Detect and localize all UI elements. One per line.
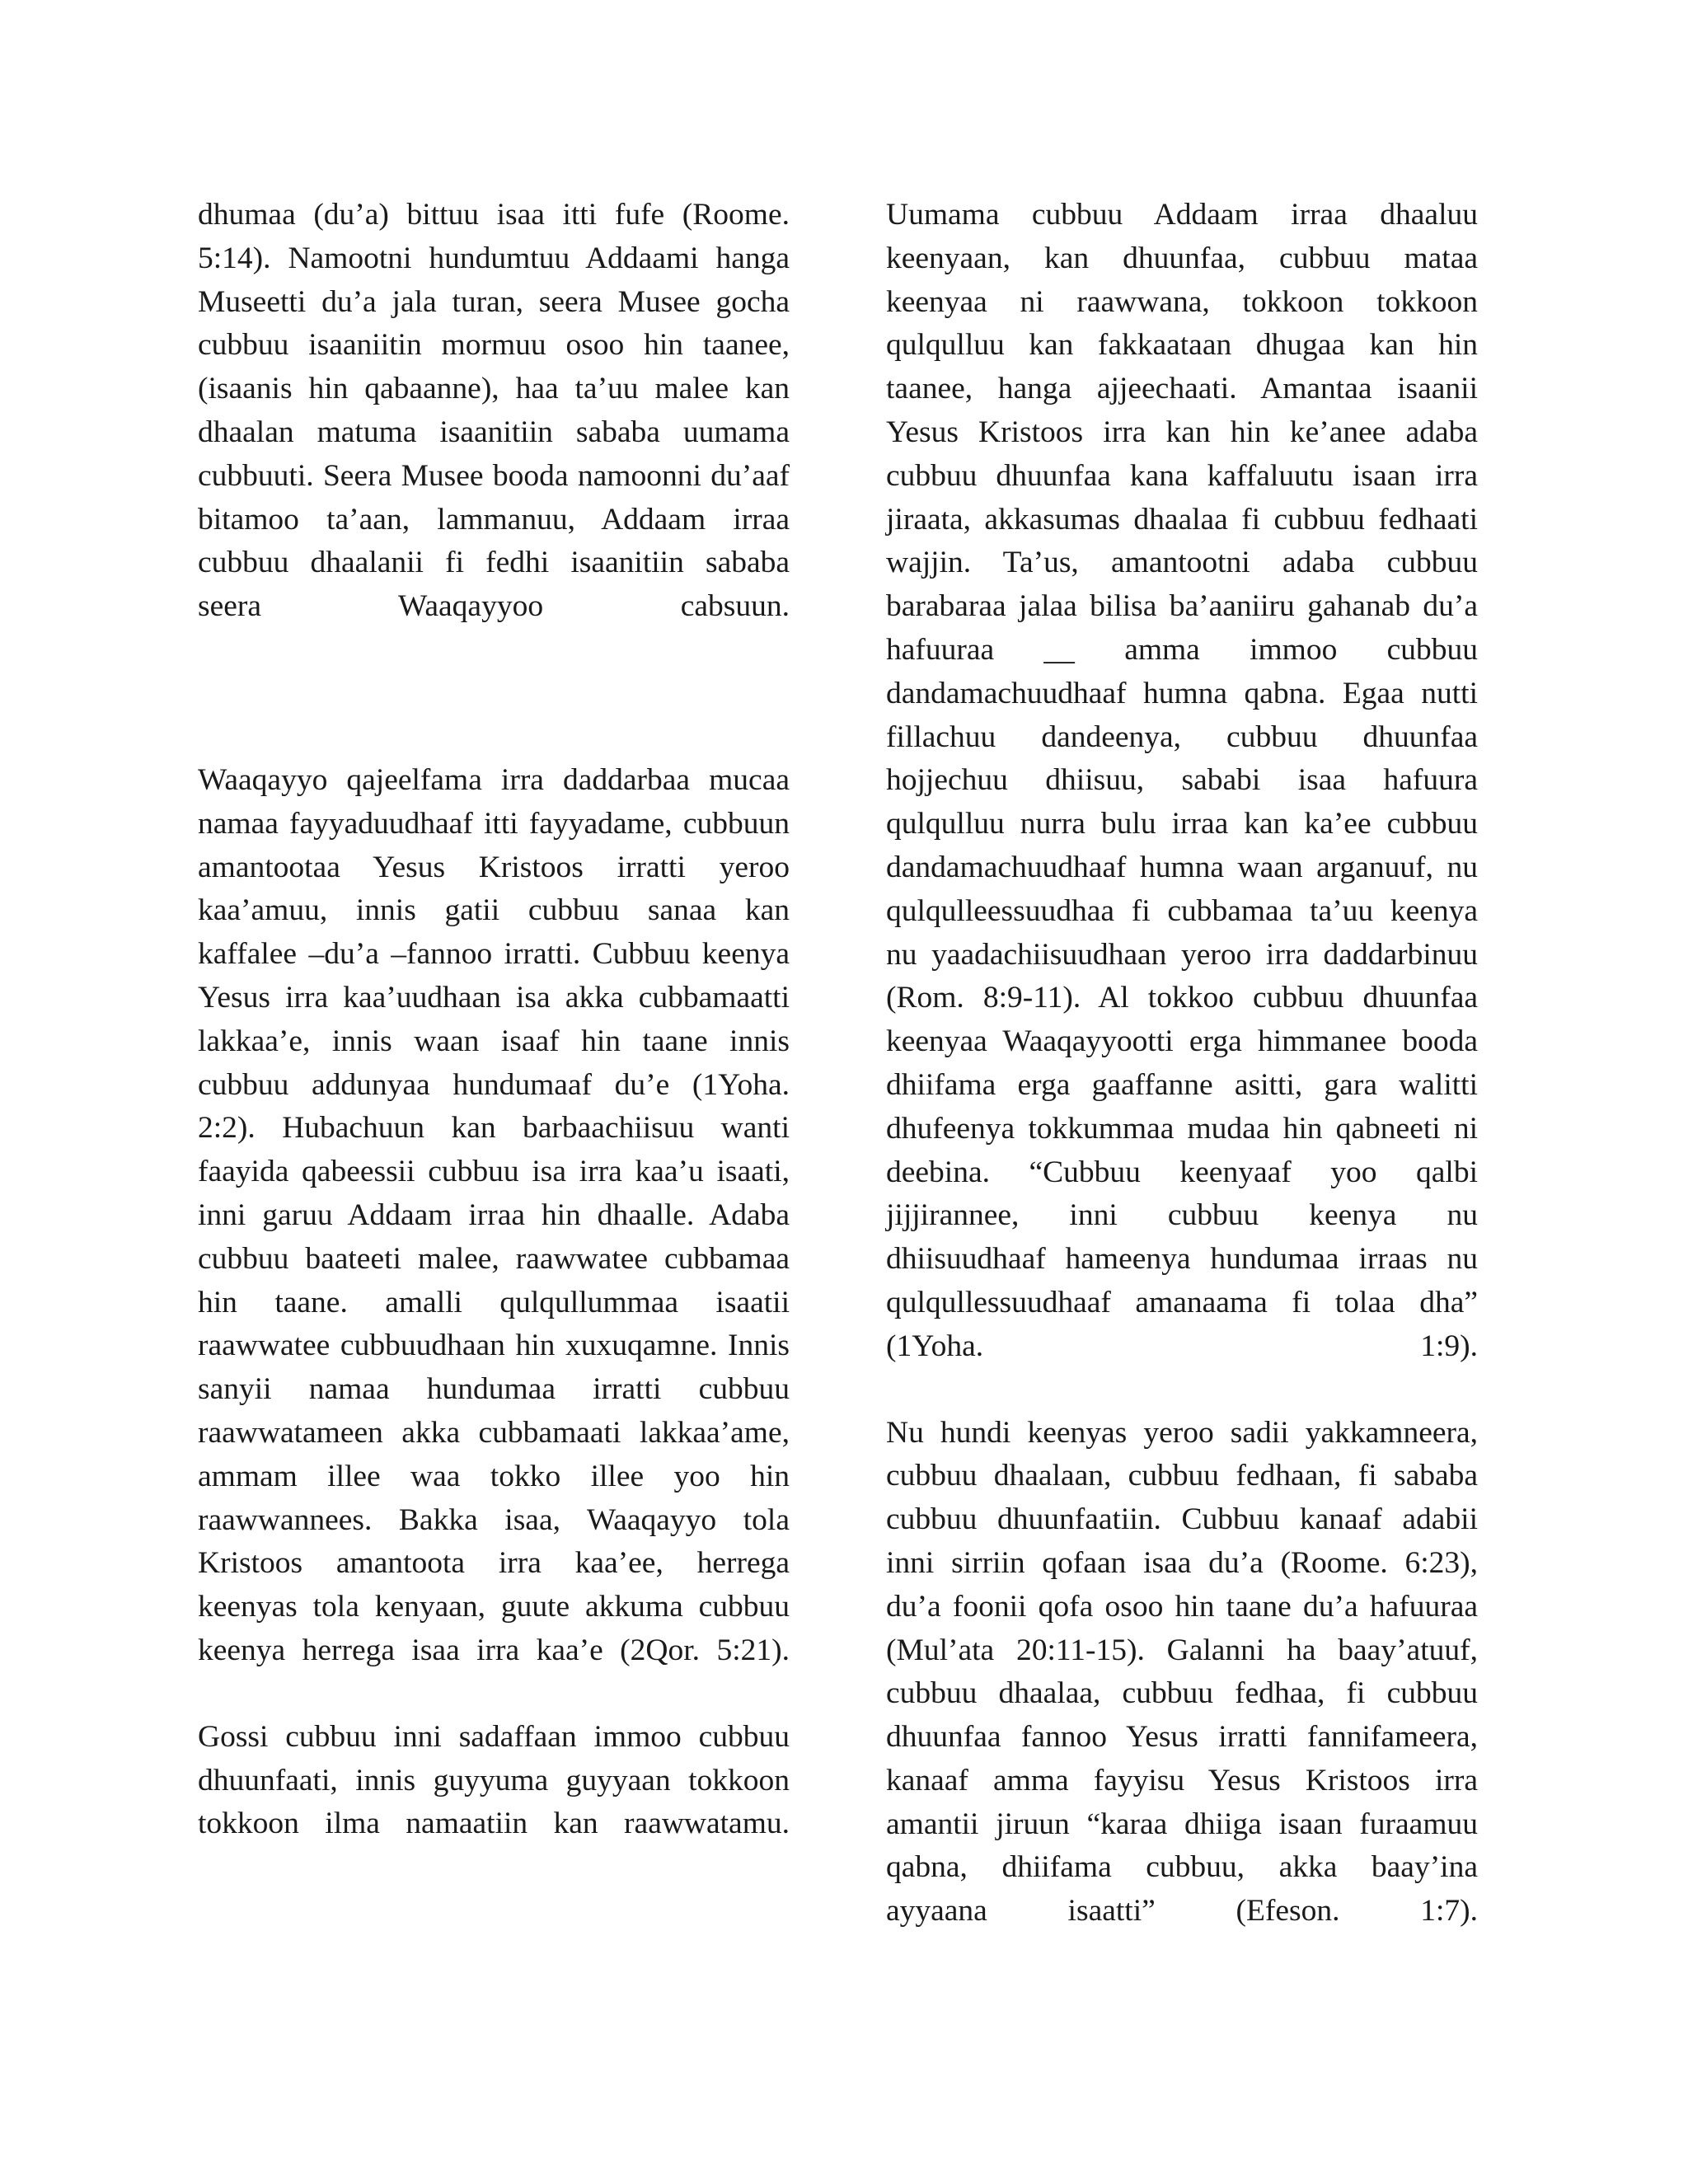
paragraph: Waaqayyo qajeelfama irra daddarbaa mucaa namaa fayyaduudhaaf itti fayyadame, cubbuun amantootaa Yesus Kristoos irratti yeroo kaa’amuu, innis gatii cubbuu sanaa kan kaffalee –du’a –fannoo irratti. Cubbuu keenya Yesus irra kaa’uudhaan isa akka cubbamaatti lakkaa’e, innis waan isaaf hin taane innis cubbuu addunyaa hundumaaf du’e (1Yoha. 2:2). Hubachuun kan barbaachiisuu wanti faayida qabeessii cubbuu isa irra kaa’u isaati, inni garuu Addaam irraa hin dhaalle. Adaba cubbuu baateeti malee, raawwatee cubbamaa hin taane. amalli qulqullummaa isaatii raawwatee cubbuudhaan hin xuxuqamne. Innis sanyii namaa hundumaa irratti cubbuu raawwatameen akka cubbamaati lakkaa’ame, ammam illee waa tokko illee yoo hin raawwannees. Bakka isaa, Waaqayyo tola Kristoos amantoota irra kaa’ee, herrega keenyas tola kenyaan, guute akkuma cubbuu keenya herrega isaa irra kaa’e (2Qor. 5:21).	[198, 762, 790, 1667]
paragraph: Nu hundi keenyas yeroo sadii yakkamneera, cubbuu dhaalaan, cubbuu fedhaan, fi sababa cubbuu dhuunfaatiin. Cubbuu kanaaf adabii inni sirriin qofaan isaa du’a (Roome. 6:23), du’a foonii qofa osoo hin taane du’a hafuuraa (Mul’ata 20:11-15). Galanni ha baay’atuuf, cubbuu dhaalaa, cubbuu fedhaa, fi cubbuu dhuunfaa fannoo Yesus irratti fannifameera, kanaaf amma fayyisu Yesus Kristoos irra amantii jiruun “karaa dhiiga isaan furaamuu qabna, dhiifama cubbuu, akka baay’ina ayyaana isaatti” (Efeson. 1:7).	[886, 1415, 1478, 1929]
paragraph: dhumaa (du’a) bittuu isaa itti fufe (Roome. 5:14). Namootni hundumtuu Addaami hanga Museetti du’a jala turan, seera Musee gocha cubbuu isaaniitin mormuu osoo hin taanee, (isaanis hin qabaanne), haa ta’uu malee kan dhaalan matuma isaanitiin sababa uumama cubbuuti. Seera Musee booda namoonni du’aaf bitamoo ta’aan, lammanuu, Addaam irraa cubbuu dhaalanii fi fedhi isaanitiin sababa seera Waaqayyoo cabsuun.	[198, 198, 790, 624]
left-column	[198, 194, 790, 1846]
paragraph: Gossi cubbuu inni sadaffaan immoo cubbuu dhuunfaati, innis guyyuma guyyaan tokkoon tokkoon ilma namaatiin kan raawwatamu.	[198, 1719, 790, 1841]
paragraph: Uumama cubbuu Addaam irraa dhaaluu keenyaan, kan dhuunfaa, cubbuu mataa keenyaa ni raawwana, tokkoon tokkoon qulqulluu kan fakkaataan dhugaa kan hin taanee, hanga ajjeechaati. Amantaa isaanii Yesus Kristoos irra kan hin ke’anee adaba cubbuu dhuunfaa kana kaffaluutu isaan irra jiraata, akkasumas dhaalaa fi cubbuu fedhaati wajjin. Ta’us, amantootni adaba cubbuu barabaraa jalaa bilisa ba’aaniiru gahanab du’a hafuuraa __ amma immoo cubbuu dandamachuudhaaf humna qabna. Egaa nutti fillachuu dandeenya, cubbuu dhuunfaa hojjechuu dhiisuu, sababi isaa hafuura qulqulluu nurra bulu irraa kan ka’ee cubbuu dandamachuudhaaf humna waan arganuuf, nu qulqulleessuudhaa fi cubbamaa ta’uu keenya nu yaadachiisuudhaan yeroo irra daddarbinuu (Rom. 8:9-11). Al tokkoo cubbuu dhuunfaa keenyaa Waaqayyootti erga himmanee booda dhiifama erga gaaffanne asitti, gara walitti dhufeenya tokkummaa mudaa hin qabneeti ni deebina. “Cubbuu keenyaaf yoo qalbi jijjirannee, inni cubbuu keenya nu dhiisuudhaaf hameenya hundumaa irraas nu qulqullessuudhaaf amanaama fi tolaa dha” (1Yoha. 1:9).	[886, 198, 1478, 1363]
right-column	[886, 194, 1478, 1933]
